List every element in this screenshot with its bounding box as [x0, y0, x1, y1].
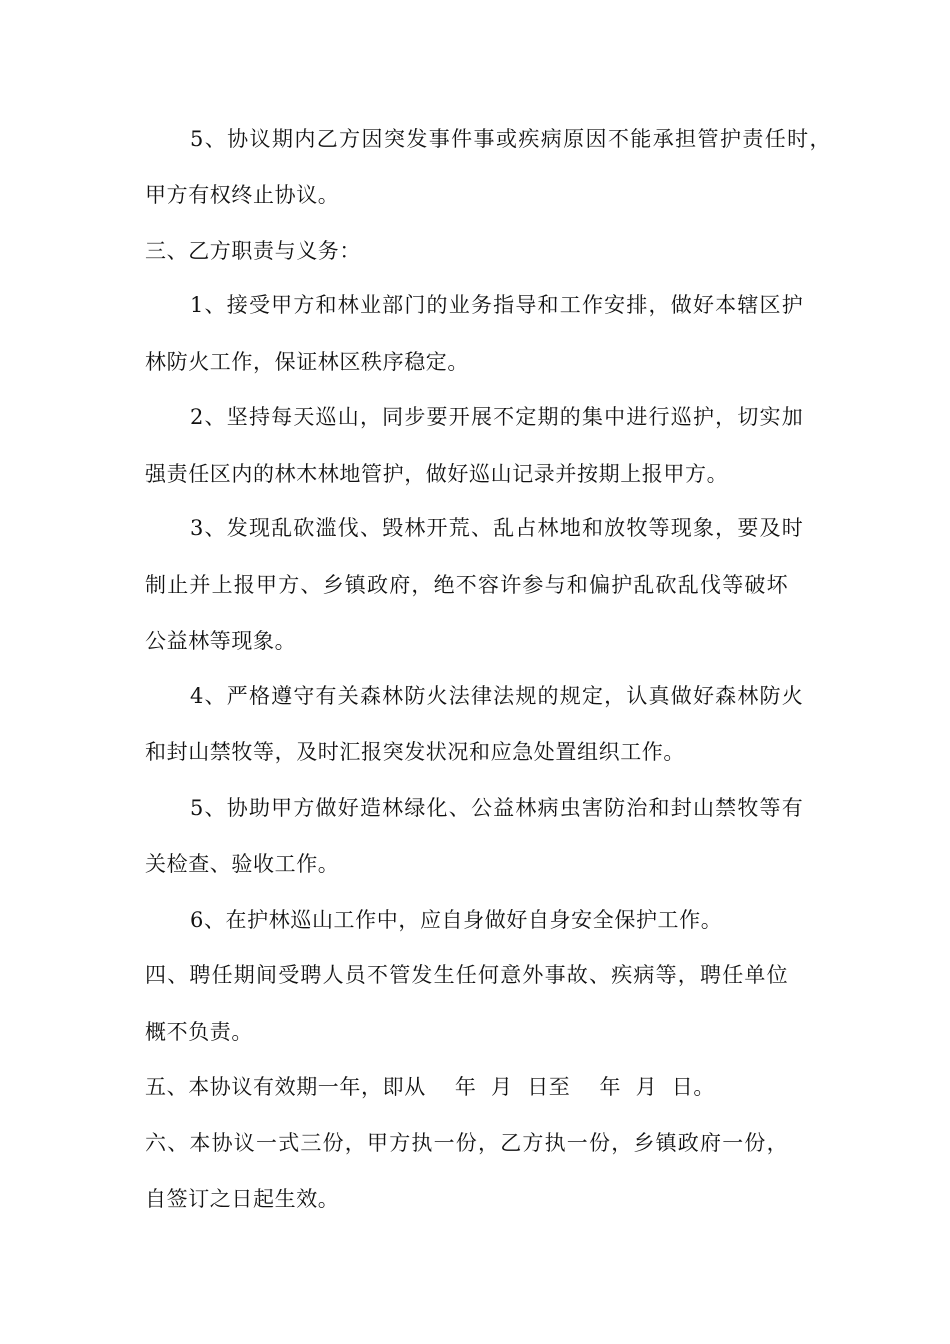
paragraph-line: 强责任区内的林木林地管护，做好巡山记录并按期上报甲方。	[145, 462, 729, 486]
paragraph-line: 4、严格遵守有关森林防火法律法规的规定，认真做好森林防火	[190, 684, 804, 708]
paragraph-line: 5、协助甲方做好造林绿化、公益林病虫害防治和封山禁牧等有	[190, 796, 804, 820]
paragraph-line: 概不负责。	[145, 1020, 253, 1044]
paragraph-line: 5、协议期内乙方因突发事件事或疾病原因不能承担管护责任时，	[190, 127, 832, 151]
paragraph-line: 和封山禁牧等，及时汇报突发状况和应急处置组织工作。	[145, 740, 685, 764]
paragraph-line: 甲方有权终止协议。	[145, 183, 340, 207]
paragraph-line: 3、发现乱砍滥伐、毁林开荒、乱占林地和放牧等现象，要及时	[190, 516, 804, 540]
section-line: 五、本协议有效期一年，即从 年 月 日至 年 月 日。	[145, 1075, 716, 1099]
section-heading: 三、乙方职责与义务：	[145, 239, 361, 263]
paragraph-line: 6、在护林巡山工作中，应自身做好自身安全保护工作。	[190, 908, 723, 932]
paragraph-line: 林防火工作，保证林区秩序稳定。	[145, 350, 469, 374]
paragraph-line: 公益林等现象。	[145, 629, 297, 653]
paragraph-line: 1、接受甲方和林业部门的业务指导和工作安排，做好本辖区护	[190, 293, 804, 317]
section-line: 六、本协议一式三份，甲方执一份，乙方执一份，乡镇政府一份，	[145, 1131, 789, 1155]
paragraph-line: 制止并上报甲方、乡镇政府，绝不容许参与和偏护乱砍乱伐等破坏	[145, 573, 789, 597]
paragraph-line: 关检查、验收工作。	[145, 852, 340, 876]
section-line: 四、聘任期间受聘人员不管发生任何意外事故、疾病等，聘任单位	[145, 963, 789, 987]
paragraph-line: 自签订之日起生效。	[145, 1187, 340, 1211]
paragraph-line: 2、坚持每天巡山，同步要开展不定期的集中进行巡护，切实加	[190, 405, 804, 429]
